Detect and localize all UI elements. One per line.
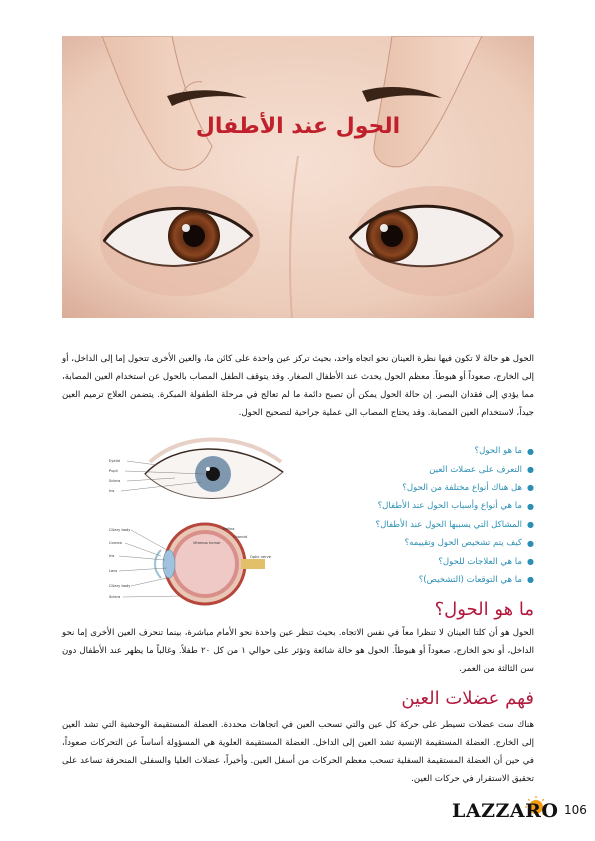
bullet-icon: ● [527,501,534,511]
eye-front-view [145,439,283,498]
diagram-label: Ciliary body [109,584,131,588]
topic-link[interactable]: ● ما هي أنواع وأسباب الحول عند الأطفال؟ [377,501,534,512]
diagram-label: Sclera [109,479,121,483]
section-paragraph-muscles: هناك ست عضلات تسيطر على حركة كل عين والتي تسحب العين في اتجاهات محددة. العضلة المستقيمة الوحشية التي تشد العين إلى الخارج. العضلة المستقيمة الإنسية تشد العين إلى الداخل. العضلة المستقيمة العلوية هي المسؤولة أساساً عن التحركات صعوداً، في حين أن العضلة المستقيمة السفلية تسحب معظم الحركات من أسفل العين. وأخيراً، عضلات العليا والسفلى المنحرفة تساعد على تحقيق الاستقرار في حركات العين. [62,720,534,784]
page-title: الحول عند الأطفال [195,114,401,139]
diagram-label: Vitreous humor [193,541,221,545]
diagram-label: Choroid [233,535,247,539]
diagram-label: Eyelid [109,459,120,463]
topic-link[interactable]: ● المشاكل التي يسببها الحول عند الأطفال؟ [375,519,534,530]
brand-logo-text: LAZZARO [452,800,559,822]
topic-link[interactable]: ● ما هو الحول؟ [474,446,534,457]
diagram-label: Retina [223,527,235,531]
diagram-label: Iris [109,489,115,493]
bullet-icon: ● [527,446,534,456]
diagram-label: Pupil [109,469,118,473]
diagram-label: Optic nerve [250,555,271,559]
bullet-icon: ● [527,483,534,493]
section-paragraph-what-is: الحول هو أن كلتا العينان لا تنظرا معاً في نفس الاتجاه. بحيث تنظر عين واحدة نحو الأمام مباشرة، بينما تنحرف العين الأخرى إما نحو الداخل، أو نحو الخارج، صعوداً أو هبوطاً. الحول هو حالة شائعة وتؤثر على حوالي ١ من كل ٢٠ طفلاً. وغالباً ما يظهر عند الأطفال دون سن الثالثة من العمر. [62,628,534,674]
section-heading-muscles: فهم عضلات العين [401,688,534,709]
bullet-icon: ● [527,538,534,548]
diagram-label: Ciliary body [109,528,131,532]
topic-link[interactable]: ● هل هناك أنواع مختلفة من الحول؟ [402,482,534,493]
diagram-label: Lens [109,569,118,573]
eye-anatomy-diagram [105,432,300,612]
section-heading-what-is: ما هو الحول؟ [434,599,534,620]
bullet-icon: ● [527,520,534,530]
diagram-label: Cornea [109,541,122,545]
topics-list [318,442,534,589]
intro-paragraph: الحول هو حالة لا تكون فيها نظرة العينان نحو اتجاه واحد، بحيث تركز عين واحدة على كائن ما، والعين الأخرى تتحول إما إلى الداخل، أو إلى الخارج، صعوداً أو هبوطاً. معظم الحول يحدث عند الأطفال الصغار. وقد يتوقف الطفل المصاب بالحول عن استخدام العين المصابة، مما يؤدي إلى فقدان البصر. إن حالة الحول يمكن أن تصبح دائمة ما لم تعالج في مرحلة الطفولة المبكرة. يتضمن العلاج ترميم العين جيداً، لاستخدام العين المصابة. وقد يحتاج المصاب الى عملية جراحية لتصحيح الحول. [62,354,534,418]
eye-cross-section [155,524,265,604]
page-number: 106 [564,803,587,817]
diagram-label: Iris [109,554,115,558]
bullet-icon: ● [527,557,534,567]
topic-link[interactable]: ● ما هي التوقعات (التشخيص)؟ [418,574,534,585]
hero-illustration [62,36,534,318]
diagram-label: Sclera [109,595,121,599]
bullet-icon: ● [527,575,534,585]
topic-link[interactable]: ● التعرف على عضلات العين [429,464,534,475]
eyes-illustration [62,36,534,318]
bullet-icon: ● [527,465,534,475]
topic-link[interactable]: ● كيف يتم تشخيص الحول وتقييمه؟ [404,538,534,549]
topic-link[interactable]: ● ما هي العلاجات للحول؟ [438,556,534,567]
